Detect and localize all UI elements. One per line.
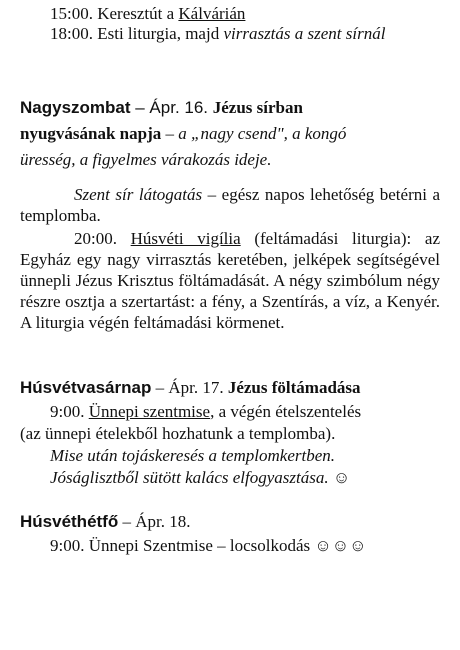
cake-text: Jóságlisztből sütött kalács elfogyasztása. bbox=[50, 468, 329, 487]
tomb-visit-paragraph bbox=[20, 184, 440, 226]
schedule-text: 15:00. Keresztút a bbox=[50, 4, 179, 23]
mass-text: 9:00. Ünnepi Szentmise – locsolkodás bbox=[50, 536, 315, 555]
place-calvary: Kálvárián bbox=[178, 4, 246, 23]
mass-name: Ünnepi szentmise bbox=[88, 402, 211, 421]
date-separator: – Ápr. 17. bbox=[151, 378, 228, 397]
day-title: Jézus sírban bbox=[212, 98, 303, 117]
schedule-text: 18:00. Esti liturgia, majd bbox=[50, 24, 224, 43]
day-title: Jézus föltámadása bbox=[227, 378, 361, 397]
easter-monday-heading bbox=[20, 512, 190, 532]
vigil-name: Húsvéti vigília bbox=[130, 229, 241, 248]
tomb-visit-text: – egész napos lehetőség betérni a templomba. bbox=[20, 185, 441, 225]
desc-separator: – bbox=[161, 124, 179, 143]
easter-note: (az ünnepi ételekből hozhatunk a templomba). bbox=[20, 424, 336, 443]
smiley-icon: ☺ bbox=[332, 468, 351, 487]
vigil-italic: virrasztás a szent sírnál bbox=[223, 24, 386, 43]
smiley-icons: ☺☺☺ bbox=[314, 536, 367, 555]
day-name: Nagyszombat bbox=[20, 98, 131, 117]
mass-time: 9:00. bbox=[50, 402, 89, 421]
monday-mass-line bbox=[50, 536, 367, 556]
tomb-visit-label: Szent sír látogatás bbox=[74, 185, 203, 204]
date-separator: – Ápr. 18. bbox=[118, 512, 191, 531]
holy-saturday-heading bbox=[20, 98, 303, 118]
cake-line bbox=[50, 468, 350, 488]
day-title-cont: nyugvásának napja bbox=[20, 124, 162, 143]
vigil-text: (feltámadási liturgia): az Egyház egy nagy virrasztás keretében, jelképek segítségével ünnepli Jézus Krisztus föltámadását. A négy szimbólum négy részre osztja a szertartást: a fény, a Szentírás, a víz, a Kenyér. A liturgia végén feltámadási körmenet. bbox=[20, 229, 440, 332]
easter-sunday-heading bbox=[20, 378, 361, 398]
day-name: Húsvéthétfő bbox=[20, 512, 119, 531]
holy-saturday-description: üresség, a figyelmes várakozás ideje. bbox=[20, 150, 272, 169]
schedule-line-evening-liturgy bbox=[50, 24, 385, 44]
mass-text: , a végén ételszentelés bbox=[210, 402, 362, 421]
vigil-paragraph bbox=[20, 228, 440, 333]
holy-saturday-heading-2 bbox=[20, 124, 346, 144]
egg-hunt-line: Mise után tojáskeresés a templomkertben. bbox=[50, 446, 335, 465]
day-name: Húsvétvasárnap bbox=[20, 378, 152, 397]
vigil-time: 20:00. bbox=[74, 229, 131, 248]
easter-mass-line bbox=[50, 402, 361, 422]
day-description: a „nagy csend", a kongó bbox=[178, 124, 347, 143]
date-separator: – Ápr. 16. bbox=[130, 98, 213, 117]
schedule-line-way-of-cross bbox=[50, 4, 245, 24]
